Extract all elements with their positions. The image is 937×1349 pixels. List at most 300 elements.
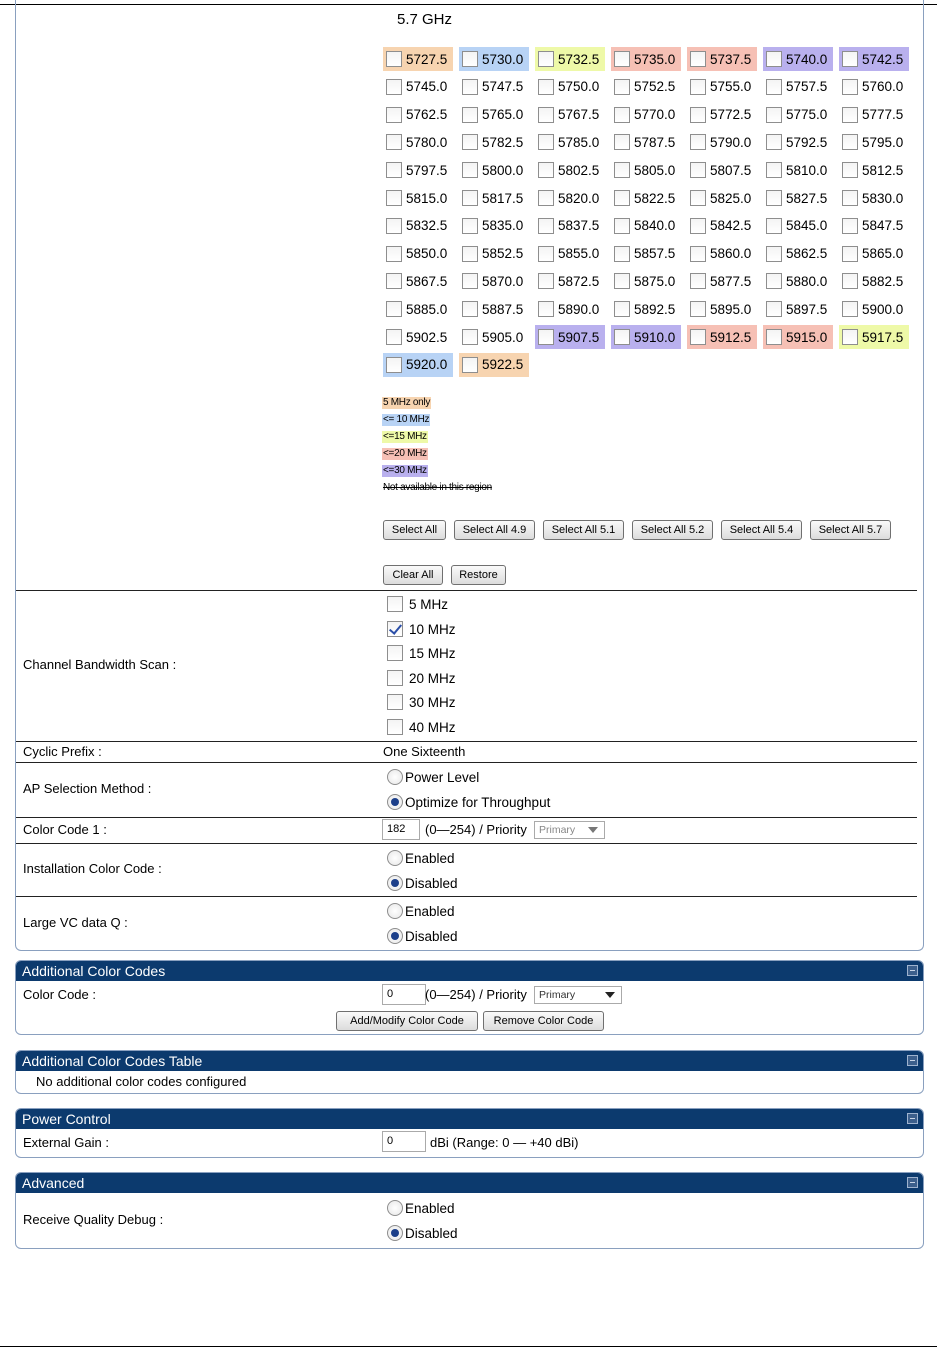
channel-checkbox[interactable]: [459, 158, 529, 182]
select-all-5-2-button[interactable]: Select All 5.2: [632, 520, 713, 540]
channel-checkbox[interactable]: [459, 353, 529, 377]
channel-checkbox[interactable]: [459, 297, 529, 321]
channel-frequency-label: 5902.5: [406, 329, 448, 345]
channel-checkbox[interactable]: [383, 130, 453, 154]
channel-checkbox[interactable]: [763, 297, 833, 321]
checkbox-icon[interactable]: [842, 301, 858, 317]
channel-frequency-label: 5912.5: [710, 329, 752, 345]
channel-frequency-label: 5792.5: [786, 134, 828, 150]
checkbox-icon[interactable]: [538, 301, 554, 317]
channel-frequency-label: 5835.0: [482, 218, 524, 234]
select-all-5-1-button[interactable]: Select All 5.1: [543, 520, 624, 540]
channel-checkbox[interactable]: [535, 47, 605, 71]
remove-color-code-button[interactable]: Remove Color Code: [483, 1011, 604, 1031]
checkbox-icon[interactable]: [462, 357, 478, 373]
rqd-enabled-label: Enabled: [405, 1200, 455, 1216]
channel-frequency-label: 5882.5: [862, 273, 904, 289]
channel-checkbox[interactable]: [763, 158, 833, 182]
channel-checkbox[interactable]: [611, 75, 681, 99]
checkbox-icon[interactable]: [766, 134, 782, 150]
select-all-4-9-button[interactable]: Select All 4.9: [454, 520, 535, 540]
checkbox-icon[interactable]: [386, 246, 402, 262]
bandwidth-option-label: 20 MHz: [409, 670, 456, 686]
channel-checkbox[interactable]: [535, 242, 605, 266]
channel-checkbox[interactable]: [383, 269, 453, 293]
select-all-button[interactable]: Select All: [383, 520, 446, 540]
channel-frequency-label: 5827.5: [786, 190, 828, 206]
checkbox-icon[interactable]: [614, 134, 630, 150]
large-vc-disabled-label: Disabled: [405, 928, 458, 944]
checkbox-icon[interactable]: [690, 329, 706, 345]
channel-checkbox[interactable]: [611, 242, 681, 266]
channel-checkbox[interactable]: [459, 269, 529, 293]
checkbox-icon[interactable]: [614, 79, 630, 95]
channel-checkbox[interactable]: [535, 130, 605, 154]
bandwidth-scan-label: Channel Bandwidth Scan :: [23, 657, 177, 672]
checkbox-icon[interactable]: [386, 162, 402, 178]
channel-frequency-label: 5877.5: [710, 273, 752, 289]
bandwidth-option-label: 5 MHz: [409, 596, 449, 612]
checkbox-icon[interactable]: [614, 273, 630, 289]
channel-checkbox[interactable]: [611, 297, 681, 321]
row-divider: [16, 741, 917, 742]
radio-icon[interactable]: [387, 769, 403, 785]
channel-frequency-label: 5740.0: [786, 51, 828, 67]
checkbox-icon[interactable]: [842, 190, 858, 206]
channel-frequency-label: 5867.5: [406, 273, 448, 289]
channel-checkbox[interactable]: [687, 158, 757, 182]
bottom-rule: [0, 1346, 937, 1347]
checkbox-icon[interactable]: [842, 329, 858, 345]
checkbox-icon[interactable]: [538, 246, 554, 262]
radio-icon[interactable]: [387, 1225, 403, 1241]
advanced-section: [15, 1172, 924, 1249]
channel-frequency-label: 5870.0: [482, 273, 524, 289]
checkbox-icon[interactable]: [690, 190, 706, 206]
checkbox-icon[interactable]: [387, 621, 403, 637]
channel-checkbox[interactable]: [839, 242, 909, 266]
ap-selection-throughput[interactable]: [387, 794, 550, 810]
channel-frequency-label: 5775.0: [786, 107, 828, 123]
channel-frequency-label: 5890.0: [558, 301, 600, 317]
channel-checkbox[interactable]: [687, 47, 757, 71]
channel-checkbox[interactable]: [763, 325, 833, 349]
channel-frequency-label: 5855.0: [558, 246, 600, 262]
checkbox-icon[interactable]: [690, 134, 706, 150]
channel-checkbox[interactable]: [763, 130, 833, 154]
checkbox-icon[interactable]: [842, 246, 858, 262]
color-code-1-input[interactable]: 182: [382, 819, 420, 840]
color-code-input[interactable]: 0: [382, 984, 426, 1005]
row-divider: [16, 817, 917, 818]
checkbox-icon[interactable]: [690, 107, 706, 123]
large-vc-enabled[interactable]: [387, 903, 455, 919]
channel-checkbox[interactable]: [611, 47, 681, 71]
channel-checkbox[interactable]: [611, 214, 681, 238]
checkbox-icon[interactable]: [538, 134, 554, 150]
channel-frequency-label: 5847.5: [862, 218, 904, 234]
priority-value: Primary: [539, 824, 576, 836]
channel-frequency-label: 5800.0: [482, 162, 524, 178]
channel-checkbox[interactable]: [383, 297, 453, 321]
section-title: Additional Color Codes: [22, 963, 166, 979]
select-all-5-4-button[interactable]: Select All 5.4: [721, 520, 802, 540]
channel-checkbox[interactable]: [383, 353, 453, 377]
channel-frequency-label: 5920.0: [406, 357, 448, 373]
checkbox-icon[interactable]: [690, 273, 706, 289]
checkbox-icon[interactable]: [538, 162, 554, 178]
channel-checkbox[interactable]: [383, 158, 453, 182]
cyclic-prefix-label: Cyclic Prefix :: [23, 744, 102, 759]
ap-selection-power-level[interactable]: [387, 769, 479, 785]
checkbox-icon[interactable]: [690, 51, 706, 67]
checkbox-icon[interactable]: [386, 357, 402, 373]
channel-checkbox[interactable]: [611, 130, 681, 154]
checkbox-icon[interactable]: [538, 329, 554, 345]
channel-checkbox[interactable]: [763, 186, 833, 210]
checkbox-icon[interactable]: [386, 190, 402, 206]
priority-value: Primary: [539, 989, 576, 1001]
channel-frequency-label: 5840.0: [634, 218, 676, 234]
radio-icon[interactable]: [387, 875, 403, 891]
row-divider: [16, 896, 917, 897]
checkbox-icon[interactable]: [690, 218, 706, 234]
section-header: [16, 1173, 923, 1193]
checkbox-icon[interactable]: [386, 301, 402, 317]
channel-frequency-label: 5787.5: [634, 134, 676, 150]
channel-frequency-label: 5875.0: [634, 273, 676, 289]
channel-frequency-label: 5807.5: [710, 162, 752, 178]
checkbox-icon[interactable]: [766, 51, 782, 67]
radio-icon[interactable]: [387, 794, 403, 810]
ap-selection-power-label: Power Level: [405, 769, 480, 785]
channel-frequency-label: 5917.5: [862, 329, 904, 345]
checkbox-icon[interactable]: [538, 190, 554, 206]
checkbox-icon[interactable]: [766, 329, 782, 345]
channel-frequency-label: 5832.5: [406, 218, 448, 234]
checkbox-icon[interactable]: [766, 162, 782, 178]
checkbox-icon[interactable]: [614, 329, 630, 345]
channel-checkbox[interactable]: [611, 325, 681, 349]
checkbox-icon[interactable]: [766, 107, 782, 123]
legend-20mhz: <=20 MHz: [383, 448, 427, 459]
channel-checkbox[interactable]: [687, 325, 757, 349]
rqd-disabled[interactable]: [387, 1225, 458, 1241]
channel-checkbox[interactable]: [687, 75, 757, 99]
checkbox-icon[interactable]: [842, 51, 858, 67]
channel-frequency-label: 5727.5: [406, 51, 448, 67]
row-divider: [16, 590, 917, 591]
channel-checkbox[interactable]: [687, 214, 757, 238]
channel-checkbox[interactable]: [763, 47, 833, 71]
channel-frequency-label: 5837.5: [558, 218, 600, 234]
rqd-enabled[interactable]: [387, 1200, 455, 1216]
checkbox-icon[interactable]: [538, 273, 554, 289]
checkbox-icon[interactable]: [614, 190, 630, 206]
channel-checkbox[interactable]: [459, 186, 529, 210]
checkbox-icon[interactable]: [387, 645, 403, 661]
channel-checkbox[interactable]: [687, 269, 757, 293]
channel-checkbox[interactable]: [763, 242, 833, 266]
channel-checkbox[interactable]: [459, 325, 529, 349]
channel-frequency-label: 5910.0: [634, 329, 676, 345]
channel-checkbox[interactable]: [535, 75, 605, 99]
external-gain-unit: dBi (Range: 0 — +40 dBi): [430, 1135, 579, 1150]
channel-frequency-label: 5842.5: [710, 218, 752, 234]
channel-frequency-label: 5797.5: [406, 162, 448, 178]
channel-frequency-label: 5817.5: [482, 190, 524, 206]
checkbox-icon[interactable]: [462, 134, 478, 150]
section-header: [16, 1051, 923, 1071]
channel-checkbox[interactable]: [535, 214, 605, 238]
checkbox-icon[interactable]: [842, 107, 858, 123]
row-divider: [16, 762, 917, 763]
checkbox-icon[interactable]: [538, 218, 554, 234]
radio-icon[interactable]: [387, 850, 403, 866]
install-cc-enabled-label: Enabled: [405, 850, 455, 866]
add-modify-color-code-button[interactable]: Add/Modify Color Code: [336, 1011, 478, 1031]
install-cc-enabled[interactable]: [387, 850, 455, 866]
channel-frequency-label: 5900.0: [862, 301, 904, 317]
bandwidth-option-label: 30 MHz: [409, 694, 456, 710]
large-vc-label: Large VC data Q :: [23, 915, 128, 930]
channel-checkbox[interactable]: [839, 75, 909, 99]
checkbox-icon[interactable]: [766, 79, 782, 95]
bandwidth-option[interactable]: [387, 694, 456, 710]
checkbox-icon[interactable]: [690, 79, 706, 95]
collapse-icon[interactable]: [907, 1177, 918, 1188]
channel-frequency-label: 5892.5: [634, 301, 676, 317]
checkbox-icon[interactable]: [462, 246, 478, 262]
checkbox-icon[interactable]: [614, 218, 630, 234]
checkbox-icon[interactable]: [386, 273, 402, 289]
cyclic-prefix-value: One Sixteenth: [383, 744, 466, 759]
checkbox-icon[interactable]: [387, 670, 403, 686]
collapse-icon[interactable]: [907, 965, 918, 976]
channel-checkbox[interactable]: [383, 214, 453, 238]
row-divider: [16, 843, 917, 844]
channel-checkbox[interactable]: [383, 242, 453, 266]
checkbox-icon[interactable]: [462, 218, 478, 234]
radio-icon[interactable]: [387, 928, 403, 944]
checkbox-icon[interactable]: [614, 301, 630, 317]
bandwidth-option[interactable]: [387, 621, 456, 637]
section-title: Power Control: [22, 1111, 111, 1127]
channel-frequency-label: 5745.0: [406, 79, 448, 95]
checkbox-icon[interactable]: [387, 694, 403, 710]
checkbox-icon[interactable]: [614, 162, 630, 178]
channel-checkbox[interactable]: [459, 103, 529, 127]
channel-frequency-label: 5822.5: [634, 190, 676, 206]
checkbox-icon[interactable]: [766, 301, 782, 317]
checkbox-icon[interactable]: [842, 273, 858, 289]
section-header: [16, 961, 923, 981]
checkbox-icon[interactable]: [690, 301, 706, 317]
checkbox-icon[interactable]: [386, 51, 402, 67]
collapse-icon[interactable]: [907, 1113, 918, 1124]
radio-icon[interactable]: [387, 903, 403, 919]
channel-checkbox[interactable]: [383, 103, 453, 127]
channel-checkbox[interactable]: [611, 158, 681, 182]
channel-checkbox[interactable]: [459, 214, 529, 238]
channel-frequency-label: 5812.5: [862, 162, 904, 178]
checkbox-icon[interactable]: [462, 162, 478, 178]
select-all-5-7-button[interactable]: Select All 5.7: [810, 520, 891, 540]
checkbox-icon[interactable]: [538, 107, 554, 123]
channel-checkbox[interactable]: [763, 269, 833, 293]
channel-checkbox[interactable]: [687, 130, 757, 154]
channel-checkbox[interactable]: [839, 47, 909, 71]
channel-checkbox[interactable]: [763, 214, 833, 238]
channel-frequency-label: 5845.0: [786, 218, 828, 234]
channel-checkbox[interactable]: [383, 186, 453, 210]
channel-frequency-label: 5750.0: [558, 79, 600, 95]
ap-selection-label: AP Selection Method :: [23, 781, 152, 796]
external-gain-input[interactable]: 0: [382, 1131, 426, 1152]
channel-checkbox[interactable]: [839, 269, 909, 293]
checkbox-icon[interactable]: [766, 246, 782, 262]
channel-checkbox[interactable]: [459, 75, 529, 99]
color-code-priority-select[interactable]: [534, 986, 622, 1004]
channel-checkbox[interactable]: [383, 47, 453, 71]
channel-checkbox[interactable]: [687, 242, 757, 266]
collapse-icon[interactable]: [907, 1055, 918, 1066]
section-title: Additional Color Codes Table: [22, 1053, 203, 1069]
channel-frequency-label: 5885.0: [406, 301, 448, 317]
channel-frequency-label: 5852.5: [482, 246, 524, 262]
checkbox-icon[interactable]: [386, 134, 402, 150]
channel-checkbox[interactable]: [611, 103, 681, 127]
checkbox-icon[interactable]: [690, 162, 706, 178]
channel-frequency-label: 5815.0: [406, 190, 448, 206]
section-header: [16, 1109, 923, 1129]
checkbox-icon[interactable]: [462, 301, 478, 317]
channel-checkbox[interactable]: [839, 297, 909, 321]
channel-frequency-label: 5825.0: [710, 190, 752, 206]
channel-checkbox[interactable]: [839, 130, 909, 154]
checkbox-icon[interactable]: [462, 273, 478, 289]
channel-frequency-label: 5765.0: [482, 107, 524, 123]
channel-frequency-label: 5805.0: [634, 162, 676, 178]
channel-checkbox[interactable]: [839, 103, 909, 127]
channel-checkbox[interactable]: [687, 103, 757, 127]
channel-checkbox[interactable]: [383, 75, 453, 99]
channel-frequency-label: 5862.5: [786, 246, 828, 262]
checkbox-icon[interactable]: [386, 329, 402, 345]
channel-frequency-label: 5897.5: [786, 301, 828, 317]
ap-selection-throughput-label: Optimize for Throughput: [405, 794, 551, 810]
checkbox-icon[interactable]: [462, 79, 478, 95]
bandwidth-option[interactable]: [387, 596, 448, 612]
channel-checkbox[interactable]: [535, 103, 605, 127]
bandwidth-option-label: 10 MHz: [409, 621, 456, 637]
external-gain-label: External Gain :: [23, 1135, 109, 1150]
install-cc-disabled[interactable]: [387, 875, 458, 891]
checkbox-icon[interactable]: [690, 246, 706, 262]
channel-checkbox[interactable]: [535, 158, 605, 182]
channel-checkbox[interactable]: [535, 297, 605, 321]
checkbox-icon[interactable]: [614, 246, 630, 262]
channel-checkbox[interactable]: [839, 186, 909, 210]
checkbox-icon[interactable]: [462, 329, 478, 345]
clear-all-button[interactable]: Clear All: [383, 565, 443, 585]
channel-checkbox[interactable]: [839, 325, 909, 349]
restore-button[interactable]: Restore: [451, 565, 506, 585]
channel-checkbox[interactable]: [839, 158, 909, 182]
checkbox-icon[interactable]: [462, 107, 478, 123]
channel-frequency-label: 5752.5: [634, 79, 676, 95]
empty-table-message: No additional color codes configured: [36, 1074, 247, 1089]
bandwidth-option[interactable]: [387, 719, 456, 735]
bandwidth-option-label: 15 MHz: [409, 645, 456, 661]
checkbox-icon[interactable]: [538, 79, 554, 95]
checkbox-icon[interactable]: [766, 218, 782, 234]
checkbox-icon[interactable]: [462, 51, 478, 67]
channel-checkbox[interactable]: [383, 325, 453, 349]
bandwidth-option[interactable]: [387, 645, 456, 661]
checkbox-icon[interactable]: [614, 51, 630, 67]
channel-checkbox[interactable]: [459, 130, 529, 154]
channel-checkbox[interactable]: [535, 186, 605, 210]
checkbox-icon[interactable]: [386, 107, 402, 123]
channel-checkbox[interactable]: [459, 47, 529, 71]
checkbox-icon[interactable]: [386, 218, 402, 234]
checkbox-icon[interactable]: [766, 190, 782, 206]
color-code-1-label: Color Code 1 :: [23, 822, 107, 837]
radio-icon[interactable]: [387, 1200, 403, 1216]
legend-10mhz: <= 10 MHz: [383, 414, 430, 425]
chevron-down-icon: [588, 827, 598, 833]
channel-checkbox[interactable]: [763, 75, 833, 99]
channel-frequency-label: 5742.5: [862, 51, 904, 67]
checkbox-icon[interactable]: [387, 596, 403, 612]
channel-frequency-label: 5857.5: [634, 246, 676, 262]
large-vc-disabled[interactable]: [387, 928, 458, 944]
color-code-1-priority-select[interactable]: [534, 821, 605, 839]
checkbox-icon[interactable]: [614, 107, 630, 123]
channel-frequency-label: 5767.5: [558, 107, 600, 123]
channel-checkbox[interactable]: [687, 186, 757, 210]
checkbox-icon[interactable]: [387, 719, 403, 735]
bandwidth-option[interactable]: [387, 670, 456, 686]
channel-checkbox[interactable]: [611, 269, 681, 293]
color-code-range: (0—254) / Priority: [425, 987, 527, 1002]
channel-checkbox[interactable]: [535, 325, 605, 349]
channel-frequency-label: 5785.0: [558, 134, 600, 150]
channel-frequency-label: 5730.0: [482, 51, 524, 67]
checkbox-icon[interactable]: [462, 190, 478, 206]
checkbox-icon[interactable]: [842, 79, 858, 95]
channel-checkbox[interactable]: [535, 269, 605, 293]
color-code-label: Color Code :: [23, 987, 96, 1002]
checkbox-icon[interactable]: [842, 134, 858, 150]
channel-checkbox[interactable]: [611, 186, 681, 210]
checkbox-icon[interactable]: [842, 218, 858, 234]
channel-frequency-label: 5850.0: [406, 246, 448, 262]
checkbox-icon[interactable]: [386, 79, 402, 95]
channel-checkbox[interactable]: [459, 242, 529, 266]
channel-frequency-label: 5732.5: [558, 51, 600, 67]
channel-frequency-label: 5895.0: [710, 301, 752, 317]
channel-frequency-label: 5905.0: [482, 329, 524, 345]
checkbox-icon[interactable]: [766, 273, 782, 289]
checkbox-icon[interactable]: [842, 162, 858, 178]
channel-checkbox[interactable]: [839, 214, 909, 238]
channel-frequency-label: 5760.0: [862, 79, 904, 95]
channel-checkbox[interactable]: [763, 103, 833, 127]
checkbox-icon[interactable]: [538, 51, 554, 67]
channel-checkbox[interactable]: [687, 297, 757, 321]
